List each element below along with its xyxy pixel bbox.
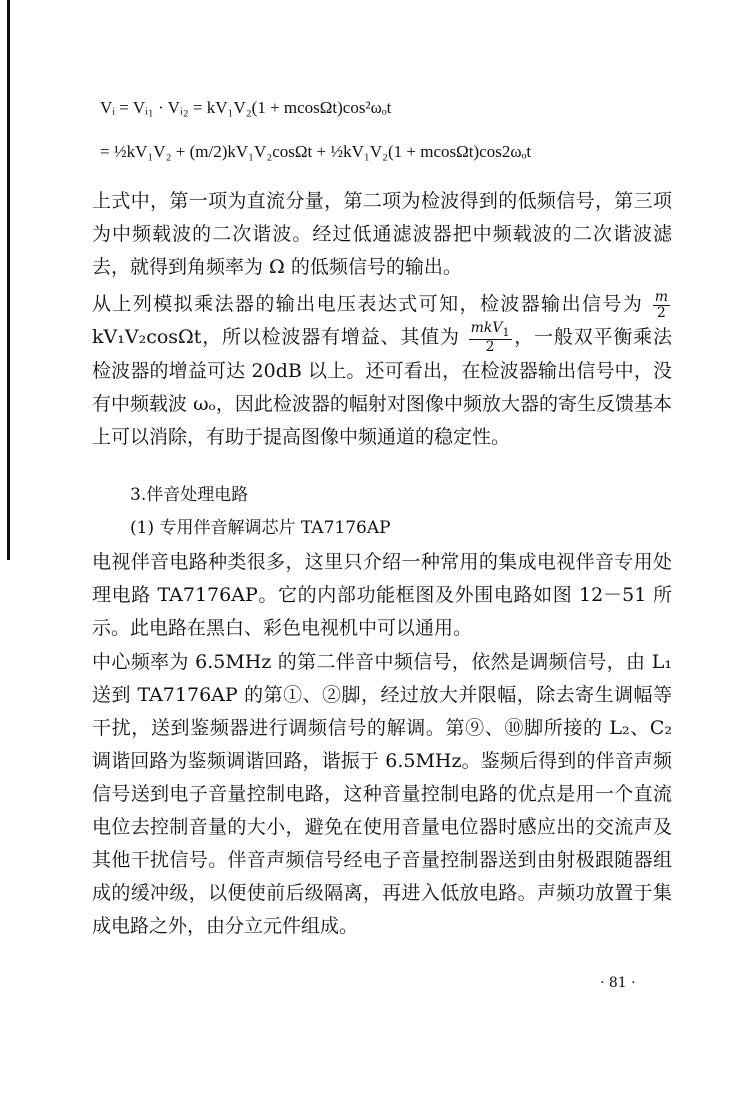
section-heading-3: 3.伴音处理电路: [130, 485, 249, 505]
equation-line-2: = ½kV₁V₂ + (m/2)kV₁V₂cosΩt + ½kV₁V₂(1 + mcosΩt)cos2ωₒt: [100, 142, 532, 161]
paragraph-2: [92, 288, 672, 472]
fraction-mkv1-over-2: $\frac{mkV_1}{2}$: [470, 320, 510, 355]
subsection-heading-1: (1) 专用伴音解调芯片 TA7176AP: [130, 518, 391, 538]
paragraph-2-end: ，一般双平衡乘法检波器的增益可达 20dB 以上。还可看出，在检波器输出信号中，没有中频载波 ωₒ，因此检波器的幅射对图像中频放大器的寄生反馈基本上可以消除，有助于提高图像中频通道的稳定性。: [92, 326, 672, 448]
paragraph-2-middle: ，所以检波器有增益、其值为: [201, 326, 460, 348]
fraction-m-over-2: $\frac{m}{2}$: [654, 288, 668, 321]
paragraph-1: 上式中，第一项为直流分量，第二项为检波得到的低频信号，第三项为中频载波的二次谐波。经过低通滤波器把中频载波的二次谐波滤去，就得到角频率为 Ω 的低频信号的输出。: [92, 190, 672, 278]
paragraph-3: 电视伴音电路种类很多，这里只介绍一种常用的集成电视伴音专用处理电路 TA7176AP。它的内部功能框图及外围电路如图 12－51 所示。此电路在黑白、彩色电视机中可以通用。: [92, 551, 672, 639]
binding-rule: [7, 0, 10, 560]
equation-line-1: Vᵢ = Vᵢ₁ · Vᵢ₂ = kV₁V₂(1 + mcosΩt)cos²ωₒt: [100, 98, 392, 117]
paragraph-2-start: 从上列模拟乘法器的输出电压表达式可知，检波器输出信号为: [92, 293, 644, 315]
page-number: · 81 ·: [600, 975, 636, 991]
expression-kv1v2cos: kV₁V₂cosΩt: [92, 326, 202, 348]
paragraph-4: 中心频率为 6.5MHz 的第二伴音中频信号，依然是调频信号，由 L₁ 送到 TA7176AP 的第①、②脚，经过放大并限幅，除去寄生调幅等干扰，送到鉴频器进行调频信号的解调。第⑨、⑩脚所接的 L₂、C₂ 调谐回路为鉴频调谐回路，谐振于 6.5MHz。鉴频后得到的伴音声频信号送到电子音量控制电路，这种音量控制电路的优点是用一个直流电位去控制音量的大小，避免在使用音量电位器时感应出的交流声及其他干扰信号。伴音声频信号经电子音量控制器送到由射极跟随器组成的缓冲级，以便使前后级隔离，再进入低放电路。声频功放置于集成电路之外，由分立元件组成。: [92, 651, 672, 937]
